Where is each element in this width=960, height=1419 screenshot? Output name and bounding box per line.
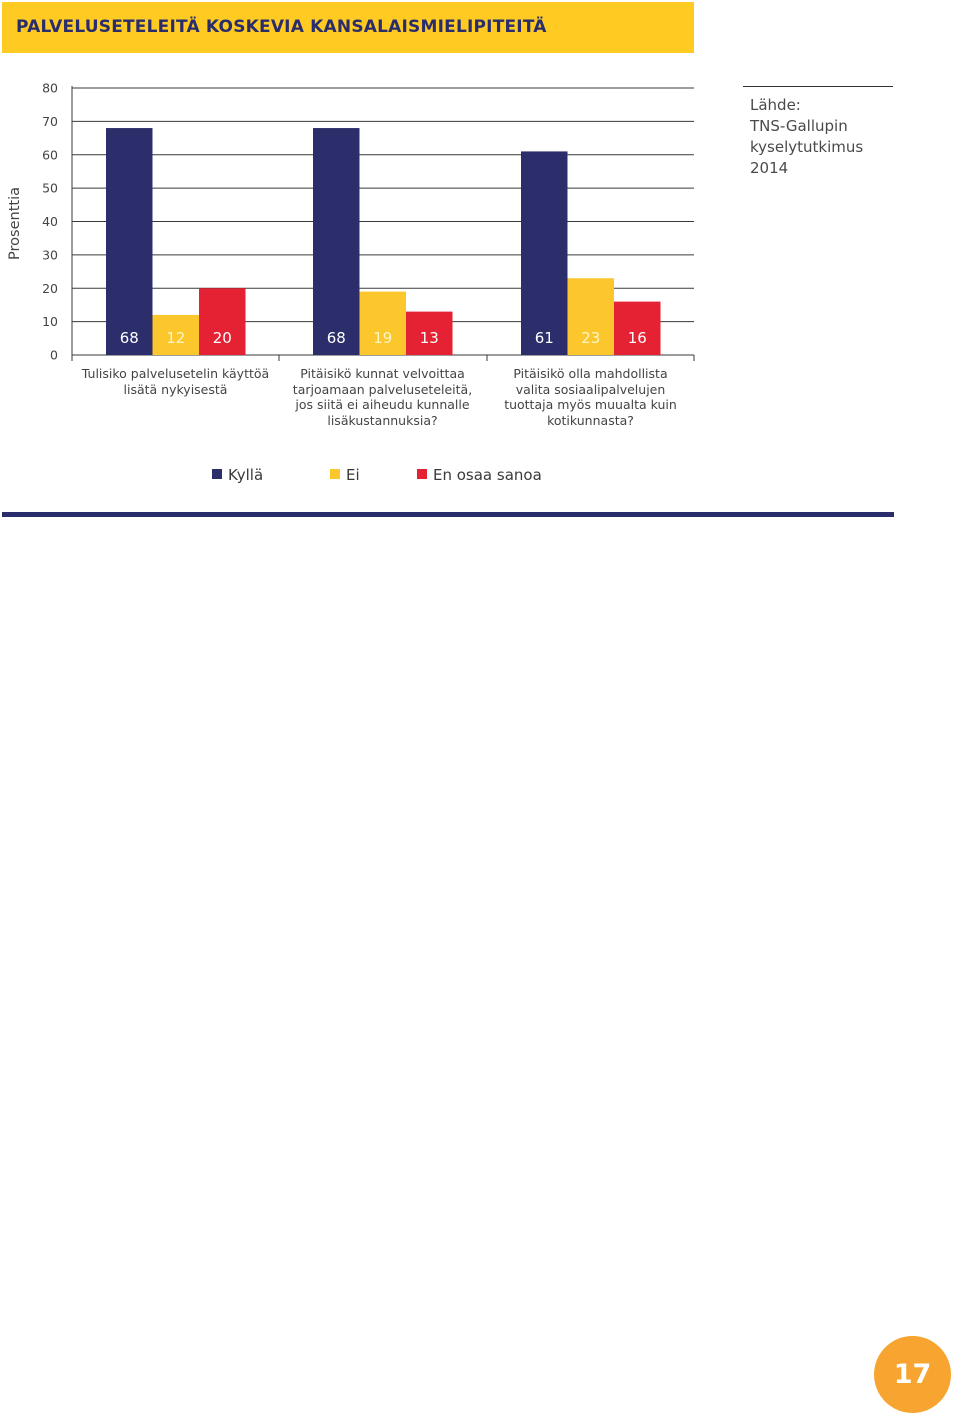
legend-swatch-en-osaa-sanoa: [417, 469, 427, 479]
page-number: 17: [893, 1359, 932, 1390]
data-label-en-osaa-sanoa-1: 20: [212, 329, 232, 347]
category-label-line: tuottaja myös muualta kuin: [504, 397, 677, 412]
page-title: PALVELUSETELEITÄ KOSKEVIA KANSALAISMIELIPITEITÄ: [16, 17, 547, 37]
data-label-en-osaa-sanoa-2: 13: [419, 329, 439, 347]
y-tick-label-80: 80: [42, 80, 58, 96]
y-tick-label-50: 50: [42, 180, 58, 196]
bar-kyllä-2: [313, 128, 360, 355]
data-label-kyllä-1: 68: [119, 329, 139, 347]
legend-swatch-ei: [330, 469, 340, 479]
category-label-1: [71, 366, 281, 397]
legend-item-kylla: [212, 466, 263, 486]
bar-kyllä-1: [106, 128, 153, 355]
source-divider: [743, 86, 893, 87]
data-label-kyllä-3: 61: [534, 329, 554, 347]
y-tick-label-70: 70: [42, 113, 58, 129]
category-label-line: valita sosiaalipalvelujen: [515, 381, 666, 397]
data-label-ei-1: 12: [166, 329, 186, 347]
legend-item-en-osaa-sanoa: [417, 466, 542, 486]
bottom-divider: [2, 512, 894, 517]
category-label-3: [486, 366, 696, 428]
legend-item-ei: [330, 466, 360, 486]
bar-kyllä-3: [521, 151, 568, 355]
category-label-line: Tulisiko palvelusetelin käyttöä: [81, 366, 270, 381]
source-line-3: kyselytutkimus: [750, 138, 864, 156]
source-line-2: TNS-Gallupin: [750, 117, 848, 135]
category-label-line: tarjoamaan palveluseteleitä,: [292, 381, 473, 397]
page-number-badge: [874, 1336, 951, 1413]
data-label-ei-2: 19: [373, 329, 393, 347]
source-note: [750, 95, 863, 179]
y-tick-label-40: 40: [42, 214, 58, 229]
y-tick-label-30: 30: [42, 247, 58, 263]
y-axis-title: Prosenttia: [7, 187, 23, 260]
category-label-line: kotikunnasta?: [547, 412, 634, 428]
category-label-line: Pitäisikö kunnat velvoittaa: [300, 366, 465, 381]
legend-label-en-osaa-sanoa: En osaa sanoa: [433, 466, 542, 484]
legend-label-kylla: Kyllä: [228, 466, 264, 484]
y-tick-label-0: 0: [50, 347, 58, 363]
category-label-line: Pitäisikö olla mahdollista: [513, 366, 668, 381]
legend-label-ei: Ei: [346, 466, 360, 484]
data-label-kyllä-2: 68: [326, 329, 346, 347]
category-label-line: jos siitä ei aiheudu kunnalle: [295, 397, 470, 412]
data-label-ei-3: 23: [581, 329, 601, 347]
y-tick-label-20: 20: [42, 280, 58, 296]
data-label-en-osaa-sanoa-3: 16: [627, 329, 647, 347]
source-line-4: 2014: [750, 159, 789, 177]
legend-swatch-kylla: [212, 469, 222, 479]
source-line-1: Lähde:: [750, 96, 801, 114]
y-tick-label-10: 10: [42, 314, 58, 330]
category-label-line: lisäkustannuksia?: [327, 412, 438, 428]
y-tick-label-60: 60: [42, 147, 58, 163]
category-label-2: [278, 366, 488, 428]
category-label-line: lisätä nykyisestä: [123, 381, 228, 397]
